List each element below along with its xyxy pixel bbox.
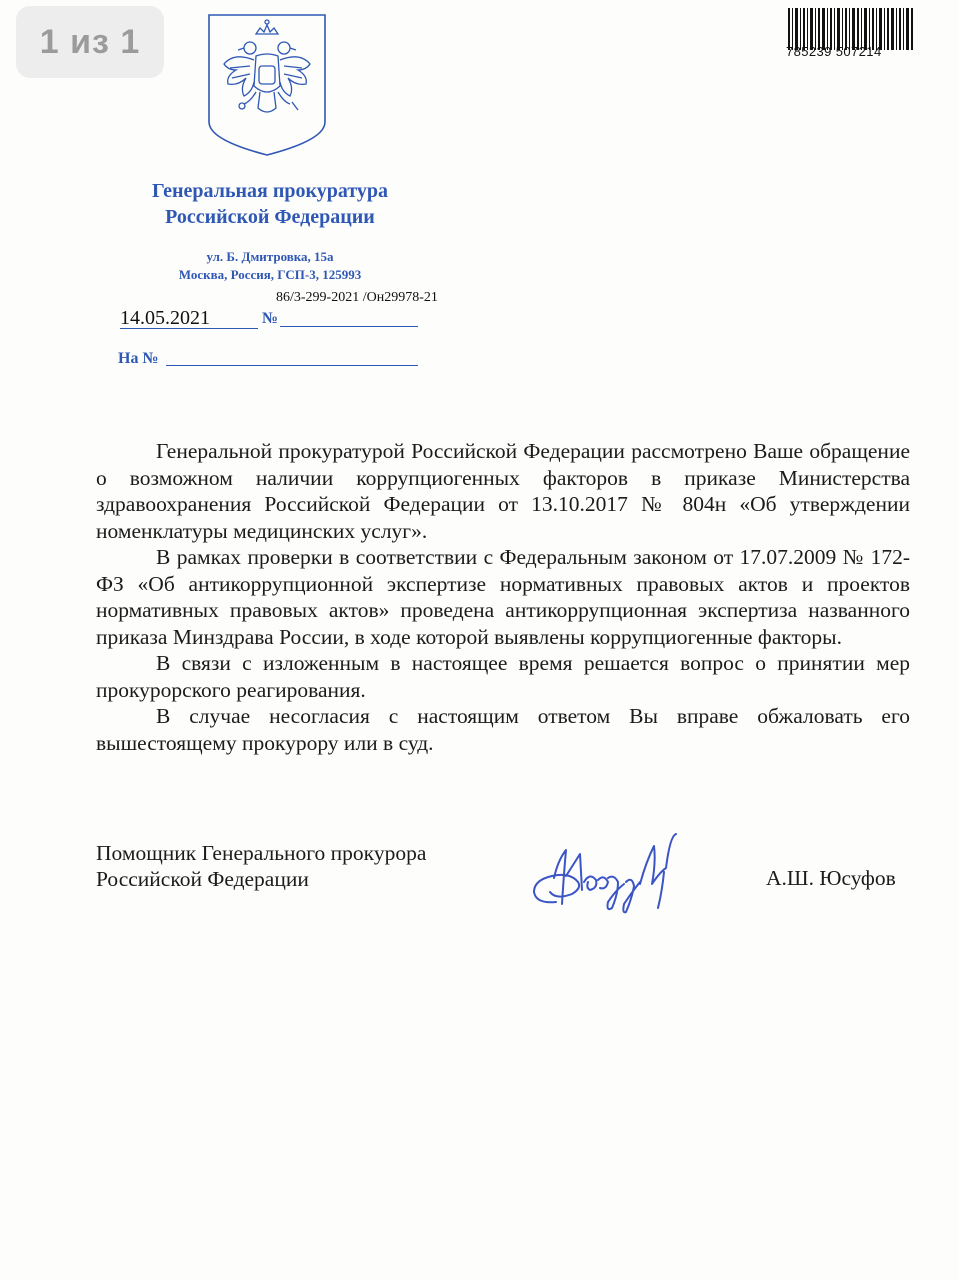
organization-line-1: Генеральная прокуратура [151,180,389,202]
address-line-1: ул. Б. Дмитровка, 15а [206,249,334,264]
coat-of-arms-icon [206,12,328,158]
number-field-line [280,326,418,327]
handwritten-signature [526,832,698,918]
page-counter: 1 из 1 [16,6,164,78]
body-paragraph: В рамках проверки в соответствии с Федеральным законом от 17.07.2009 № 172-ФЗ «Об антикоррупционной экспертизе нормативных правовых актов и проектов нормативных правовых актов» проведена антикоррупционная экспертиза названного приказа Минздрава России, в ходе которой выявлены коррупциогенные факторы. [96,545,910,649]
body-paragraph: В связи с изложенным в настоящее время решается вопрос о принятии мер прокурорского реагирования. [96,651,910,702]
barcode-number: 785239 507214 [786,44,882,59]
signer-position-line-1: Помощник Генерального прокурора [96,841,427,865]
number-label: № [262,310,279,327]
signer-position-line-2: Российской Федерации [96,867,309,891]
registration-number: 86/3-299-2021 /Он29978-21 [276,290,438,305]
letter-body [96,438,910,756]
signer-position [96,840,496,892]
organization-address [150,248,390,284]
body-paragraph: В случае несогласия с настоящим ответом Вы вправе обжаловать его вышестоящему прокурору или в суд. [96,704,910,755]
body-paragraph: Генеральной прокуратурой Российской Федерации рассмотрено Ваше обращение о возможном наличии коррупциогенных факторов в приказе Министерства здравоохранения Российской Федерации от 13.10.2017 № 804н «Об утверждении номенклатуры медицинских услуг». [96,439,910,543]
reply-to-label: На № [118,350,159,367]
reply-to-field-line [166,365,418,366]
signer-name: А.Ш. Юсуфов [766,866,896,890]
address-line-2: Москва, Россия, ГСП-3, 125993 [178,267,362,282]
letter-date: 14.05.2021 [120,307,210,329]
organization-line-2: Российской Федерации [165,206,375,228]
organization-name [120,178,420,230]
date-field [120,306,258,329]
